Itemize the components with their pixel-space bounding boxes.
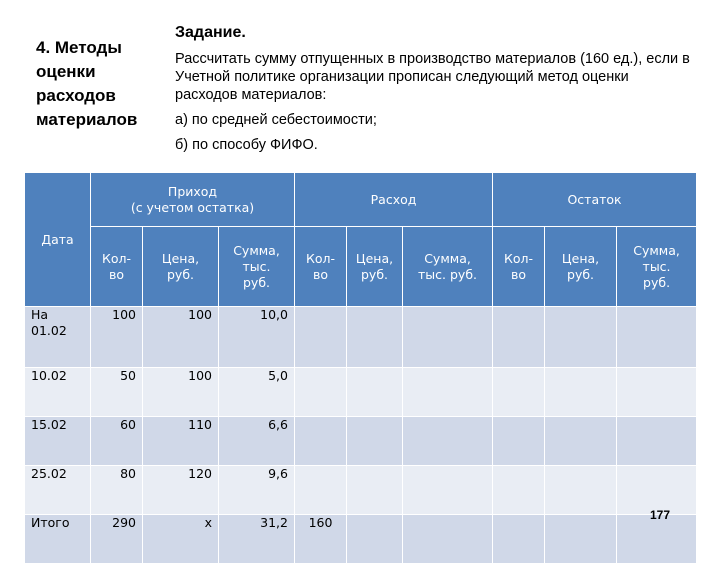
task-option-a: а) по средней себестоимости; — [175, 112, 377, 128]
cell-income-qty: 80 — [91, 466, 143, 515]
header-balance: Остаток — [493, 173, 697, 227]
cell-balance-sum — [617, 417, 697, 466]
cell-income-sum: 6,6 — [219, 417, 295, 466]
cell-balance-qty — [493, 307, 545, 368]
cell-income-price: 110 — [143, 417, 219, 466]
cell-date: 25.02 — [25, 466, 91, 515]
section-title: 4. Методы оценки расходов материалов — [36, 38, 138, 129]
table-row — [25, 307, 697, 368]
header-balance-price: Цена, руб. — [545, 227, 617, 307]
task-heading: Задание. — [175, 24, 246, 41]
cell-date: 15.02 — [25, 417, 91, 466]
cell-income-sum: 31,2 — [219, 515, 295, 564]
cell-date: На 01.02 — [25, 307, 91, 368]
cell-expense-qty — [295, 368, 347, 417]
cell-date: Итого — [25, 515, 91, 564]
cell-balance-price — [545, 368, 617, 417]
cell-income-sum: 9,6 — [219, 466, 295, 515]
cell-date: 10.02 — [25, 368, 91, 417]
header-expense-qty: Кол- во — [295, 227, 347, 307]
cell-balance-price — [545, 466, 617, 515]
cell-expense-price — [347, 368, 403, 417]
cell-income-qty: 50 — [91, 368, 143, 417]
table-row — [25, 466, 697, 515]
header-balance-qty: Кол- во — [493, 227, 545, 307]
cell-income-sum: 5,0 — [219, 368, 295, 417]
cell-balance-qty — [493, 417, 545, 466]
header-expense-price: Цена, руб. — [347, 227, 403, 307]
cell-expense-qty — [295, 417, 347, 466]
cell-expense-sum — [403, 307, 493, 368]
cell-balance-price — [545, 307, 617, 368]
cell-balance-qty — [493, 466, 545, 515]
cell-expense-sum — [403, 417, 493, 466]
header-income-price: Цена, руб. — [143, 227, 219, 307]
cell-income-qty: 100 — [91, 307, 143, 368]
materials-table-wrapper — [24, 172, 697, 564]
cell-expense-sum — [403, 466, 493, 515]
cell-expense-sum — [403, 515, 493, 564]
table-row — [25, 417, 697, 466]
task-block — [175, 24, 695, 161]
cell-income-price: 100 — [143, 307, 219, 368]
cell-expense-price — [347, 466, 403, 515]
header-balance-sum: Сумма, тыс. руб. — [617, 227, 697, 307]
cell-balance-sum — [617, 307, 697, 368]
cell-expense-qty: 160 — [295, 515, 347, 564]
cell-balance-price — [545, 515, 617, 564]
cell-expense-sum — [403, 368, 493, 417]
cell-balance-qty — [493, 368, 545, 417]
cell-income-qty: 290 — [91, 515, 143, 564]
cell-income-sum: 10,0 — [219, 307, 295, 368]
cell-income-price: х — [143, 515, 219, 564]
cell-expense-qty — [295, 466, 347, 515]
cell-balance-sum — [617, 368, 697, 417]
task-option-b: б) по способу ФИФО. — [175, 137, 318, 153]
cell-expense-price — [347, 417, 403, 466]
header-expense-sum: Сумма, тыс. руб. — [403, 227, 493, 307]
materials-table — [24, 172, 697, 564]
table-row-total — [25, 515, 697, 564]
cell-income-price: 120 — [143, 466, 219, 515]
header-income-sum: Сумма, тыс. руб. — [219, 227, 295, 307]
cell-expense-price — [347, 307, 403, 368]
header-income-qty: Кол- во — [91, 227, 143, 307]
cell-balance-qty — [493, 515, 545, 564]
task-text: Рассчитать сумму отпущенных в производство материалов (160 ед.), если в Учетной политике организации прописан следующий метод оценки расходов материалов: — [175, 51, 690, 103]
cell-income-qty: 60 — [91, 417, 143, 466]
cell-income-price: 100 — [143, 368, 219, 417]
cell-expense-qty — [295, 307, 347, 368]
page-number: 177 — [650, 508, 671, 522]
table-row — [25, 368, 697, 417]
header-expense: Расход — [295, 173, 493, 227]
header-date: Дата — [25, 173, 91, 307]
cell-expense-price — [347, 515, 403, 564]
cell-balance-price — [545, 417, 617, 466]
header-income: Приход (с учетом остатка) — [91, 173, 295, 227]
